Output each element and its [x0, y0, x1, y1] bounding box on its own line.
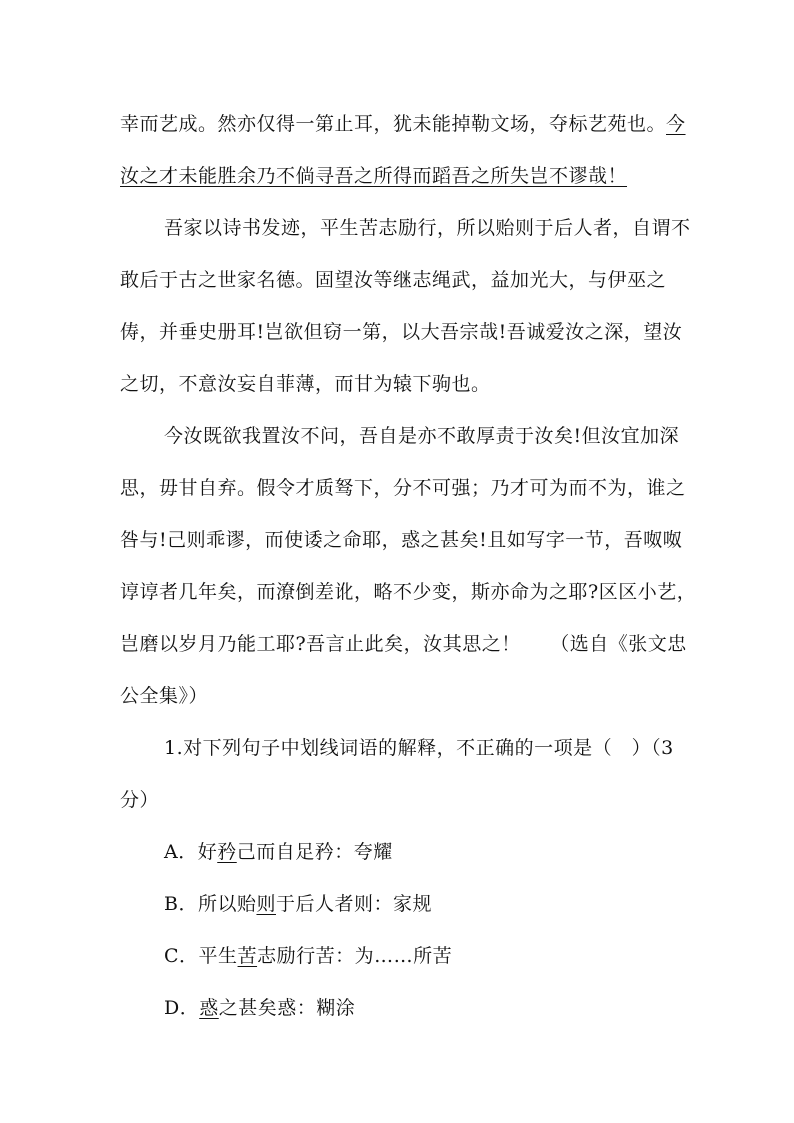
option-d: D．惑之甚矣惑：糊涂: [164, 997, 356, 1019]
passage-line: 谆谆者几年矣，而潦倒差讹，略不少变，斯亦命为之耶?区区小艺，: [120, 581, 697, 603]
passage-line: 吾家以诗书发迹，平生苦志励行，所以贻则于后人者，自谓不: [164, 217, 691, 239]
passage-line: 岂磨以岁月乃能工耶?吾言止此矣，汝其思之！ （选自《张文忠: [120, 633, 687, 655]
passage-line: 俦，并垂史册耳!岂欲但窃一第，以大吾宗哉!吾诚爱汝之深，望汝: [120, 321, 683, 343]
passage-line: 幸而艺成。然亦仅得一第止耳，犹未能掉勒文场，夺标艺苑也。今: [120, 113, 686, 135]
underlined-text: 今: [666, 113, 686, 135]
underlined-text: 苦: [237, 945, 258, 967]
underlined-text: 汝之才未能胜余乃不倘寻吾之所得而蹈吾之所失岂不谬哉！: [120, 165, 628, 187]
option-b: B．所以贻则于后人者则：家规: [164, 893, 432, 915]
passage-line: 公全集》）: [120, 685, 209, 707]
question-stem-cont: 分）: [120, 789, 160, 811]
passage-line: 敢后于古之世家名德。固望汝等继志绳武，益加光大，与伊巫之: [120, 269, 667, 291]
underlined-text: 矜: [217, 841, 237, 863]
question-stem: 1.对下列句子中划线词语的解释，不正确的一项是（ ）（3: [164, 737, 674, 759]
passage-line: 思，毋甘自弃。假令才质驽下，分不可强；乃才可为而不为，谁之: [120, 477, 686, 499]
passage-line: 咎与!己则乖谬，而使诿之命耶，惑之甚矣!且如写字一节，吾呶呶: [120, 529, 683, 551]
option-c: C．平生苦志励行苦：为……所苦: [164, 945, 453, 967]
underlined-text: 惑: [199, 997, 219, 1019]
passage-line: 之切，不意汝妄自菲薄，而甘为辕下驹也。: [120, 373, 491, 395]
passage-line: [120, 164, 627, 188]
option-a: A．好矜己而自足矜：夸耀: [164, 841, 393, 863]
underlined-text: 则: [256, 893, 276, 915]
passage-line: 今汝既欲我置汝不问，吾自是亦不敢厚责于汝矣!但汝宜加深: [164, 425, 680, 447]
